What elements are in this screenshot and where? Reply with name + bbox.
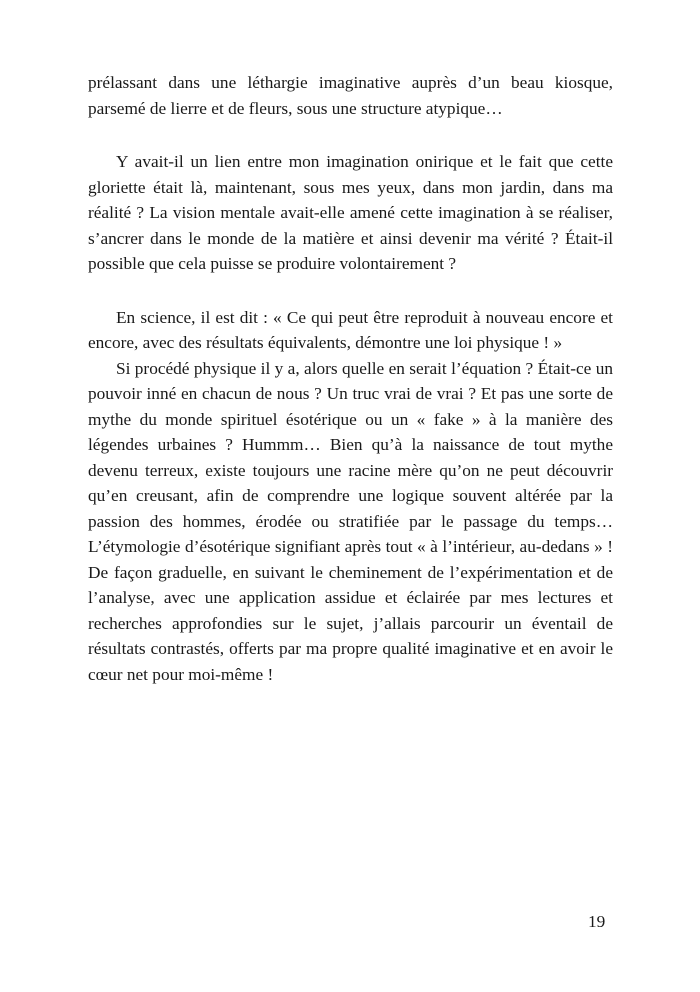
paragraph-gap [88,277,613,305]
paragraph-physical-process: Si procédé physique il y a, alors quelle en serait l’équation ? Était-ce un pouvoir inné en chacun de nous ? Un truc vrai de vrai ? Et pas une sorte de mythe du monde spirituel ésotérique ou un « fake » à la manière des légendes urbaines ? Hummm… Bien qu’à la naissance de tout mythe devenu terreux, existe toujours une racine mère qu’on ne peut découvrir qu’en creusant, afin de comprendre une logique souvent altérée par la passion des hommes, érodée ou stratifiée par le passage du temps… L’étymologie d’ésotérique signifiant après tout « à l’intérieur, au-dedans » ! De façon graduelle, en suivant le cheminement de l’expérimentation et de l’analyse, avec une application assidue et éclairée par mes lectures et recherches approfondies sur le sujet, j’allais parcourir un éventail de résultats contrastés, offerts par ma propre qualité imaginative et en avoir le cœur net pour moi-même ! [88,358,613,684]
paragraph-continuation: prélassant dans une léthargie imaginative auprès d’un beau kiosque, parsemé de lierre et de fleurs, sous une structure atypique… [88,73,613,118]
paragraph-gloriette: Y avait-il un lien entre mon imagination onirique et le fait que cette gloriette était là, maintenant, sous mes yeux, dans mon jardin, dans ma réalité ? La vision mentale avait-elle amené cette imagination à se réaliser, s’ancrer dans le monde de la matière et ainsi devenir ma vérité ? Était-il possible que cela puisse se produire volontairement ? [88,152,613,273]
page-number: 19 [588,912,606,931]
paragraph-gap [88,121,613,149]
body-text [88,70,613,687]
paragraph-science-quote: En science, il est dit : « Ce qui peut être reproduit à nouveau encore et encore, avec des résultats équivalents, démontre une loi physique ! » [88,307,613,352]
